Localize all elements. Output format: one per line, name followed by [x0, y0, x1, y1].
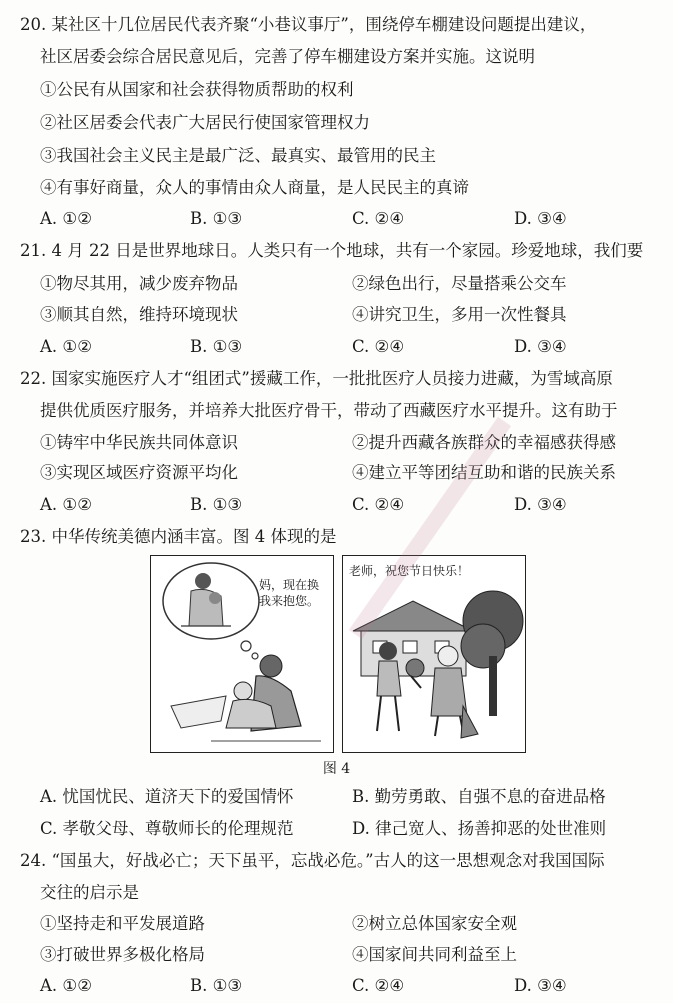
bubble-text-greeting: 老师，祝您节日快乐！	[349, 564, 470, 578]
q22-statement-4: ④建立平等团结互助和谐的民族关系	[352, 463, 616, 482]
q24-option-c[interactable]: C. ②④	[352, 976, 405, 995]
q23-option-a[interactable]: A. 忧国忧民、道济天下的爱国情怀	[40, 787, 294, 806]
q22-stem-line1: 22. 国家实施医疗人才“组团式”援藏工作，一批批医疗人员接力进藏，为雪域高原	[20, 369, 613, 388]
q21-option-d[interactable]: D. ③④	[514, 337, 567, 356]
q20-option-c[interactable]: C. ②④	[352, 209, 405, 228]
q24-option-d[interactable]: D. ③④	[514, 976, 567, 995]
q23-option-b[interactable]: B. 勤劳勇敢、自强不息的奋进品格	[352, 787, 606, 806]
q23-stem-line1: 23. 中华传统美德内涵丰富。图 4 体现的是	[20, 527, 337, 546]
q21-option-c[interactable]: C. ②④	[352, 337, 405, 356]
cartoon-panel-respect-teacher	[342, 555, 526, 753]
q23-option-c[interactable]: C. 孝敬父母、尊敬师长的伦理规范	[40, 819, 294, 838]
cartoon-panel-filial-piety	[150, 555, 334, 753]
q22-statement-2: ②提升西藏各族群众的幸福感获得感	[352, 433, 616, 452]
q23-option-d[interactable]: D. 律己宽人、扬善抑恶的处世准则	[352, 819, 607, 838]
q21-statement-2: ②绿色出行，尽量搭乘公交车	[352, 274, 567, 293]
q22-statement-1: ①铸牢中华民族共同体意识	[40, 433, 238, 452]
q20-stem-line1: 20. 某社区十几位居民代表齐聚“小巷议事厅”，围绕停车棚建设问题提出建议，	[20, 15, 597, 34]
q24-option-a[interactable]: A. ①②	[40, 976, 92, 995]
q20-statement-3: ③我国社会主义民主是最广泛、最真实、最管用的民主	[40, 146, 436, 165]
q20-option-a[interactable]: A. ①②	[40, 209, 92, 228]
bubble-text-line1: 妈，现在换	[259, 578, 320, 592]
q21-statement-1: ①物尽其用，减少废弃物品	[40, 274, 238, 293]
q21-stem-line1: 21. 4 月 22 日是世界地球日。人类只有一个地球，共有一个家园。珍爱地球，我们要	[20, 241, 644, 260]
figure-4	[150, 555, 530, 753]
q20-statement-1: ①公民有从国家和社会获得物质帮助的权利	[40, 80, 354, 99]
q21-option-b[interactable]: B. ①③	[190, 337, 243, 356]
q22-statement-3: ③实现区域医疗资源平均化	[40, 463, 238, 482]
q22-option-c[interactable]: C. ②④	[352, 495, 405, 514]
q20-statement-4: ④有事好商量，众人的事情由众人商量，是人民民主的真谛	[40, 178, 469, 197]
q22-option-a[interactable]: A. ①②	[40, 495, 92, 514]
q24-option-b[interactable]: B. ①③	[190, 976, 243, 995]
q24-stem-line1: 24. “国虽大，好战必亡；天下虽平，忘战必危。”古人的这一思想观念对我国国际	[20, 851, 605, 870]
q21-statement-4: ④讲究卫生，多用一次性餐具	[352, 305, 567, 324]
figure-caption: 图 4	[322, 761, 351, 777]
q24-statement-4: ④国家间共同利益至上	[352, 945, 517, 964]
q20-option-d[interactable]: D. ③④	[514, 209, 567, 228]
q20-statement-2: ②社区居委会代表广大居民行使国家管理权力	[40, 113, 370, 132]
bubble-text-line2: 我来抱您。	[259, 594, 320, 608]
q21-option-a[interactable]: A. ①②	[40, 337, 92, 356]
q24-statement-2: ②树立总体国家安全观	[352, 914, 517, 933]
q22-stem-line2: 提供优质医疗服务，并培养大批医疗骨干，带动了西藏医疗水平提升。这有助于	[40, 401, 618, 420]
q21-statement-3: ③顺其自然，维持环境现状	[40, 305, 238, 324]
q22-option-d[interactable]: D. ③④	[514, 495, 567, 514]
q20-stem-line2: 社区居委会综合居民意见后，完善了停车棚建设方案并实施。这说明	[40, 47, 535, 66]
q24-statement-3: ③打破世界多极化格局	[40, 945, 205, 964]
q24-stem-line2: 交往的启示是	[40, 883, 139, 902]
q20-option-b[interactable]: B. ①③	[190, 209, 243, 228]
respect-teacher-illustration	[343, 556, 525, 752]
q24-statement-1: ①坚持走和平发展道路	[40, 914, 205, 933]
q22-option-b[interactable]: B. ①③	[190, 495, 243, 514]
